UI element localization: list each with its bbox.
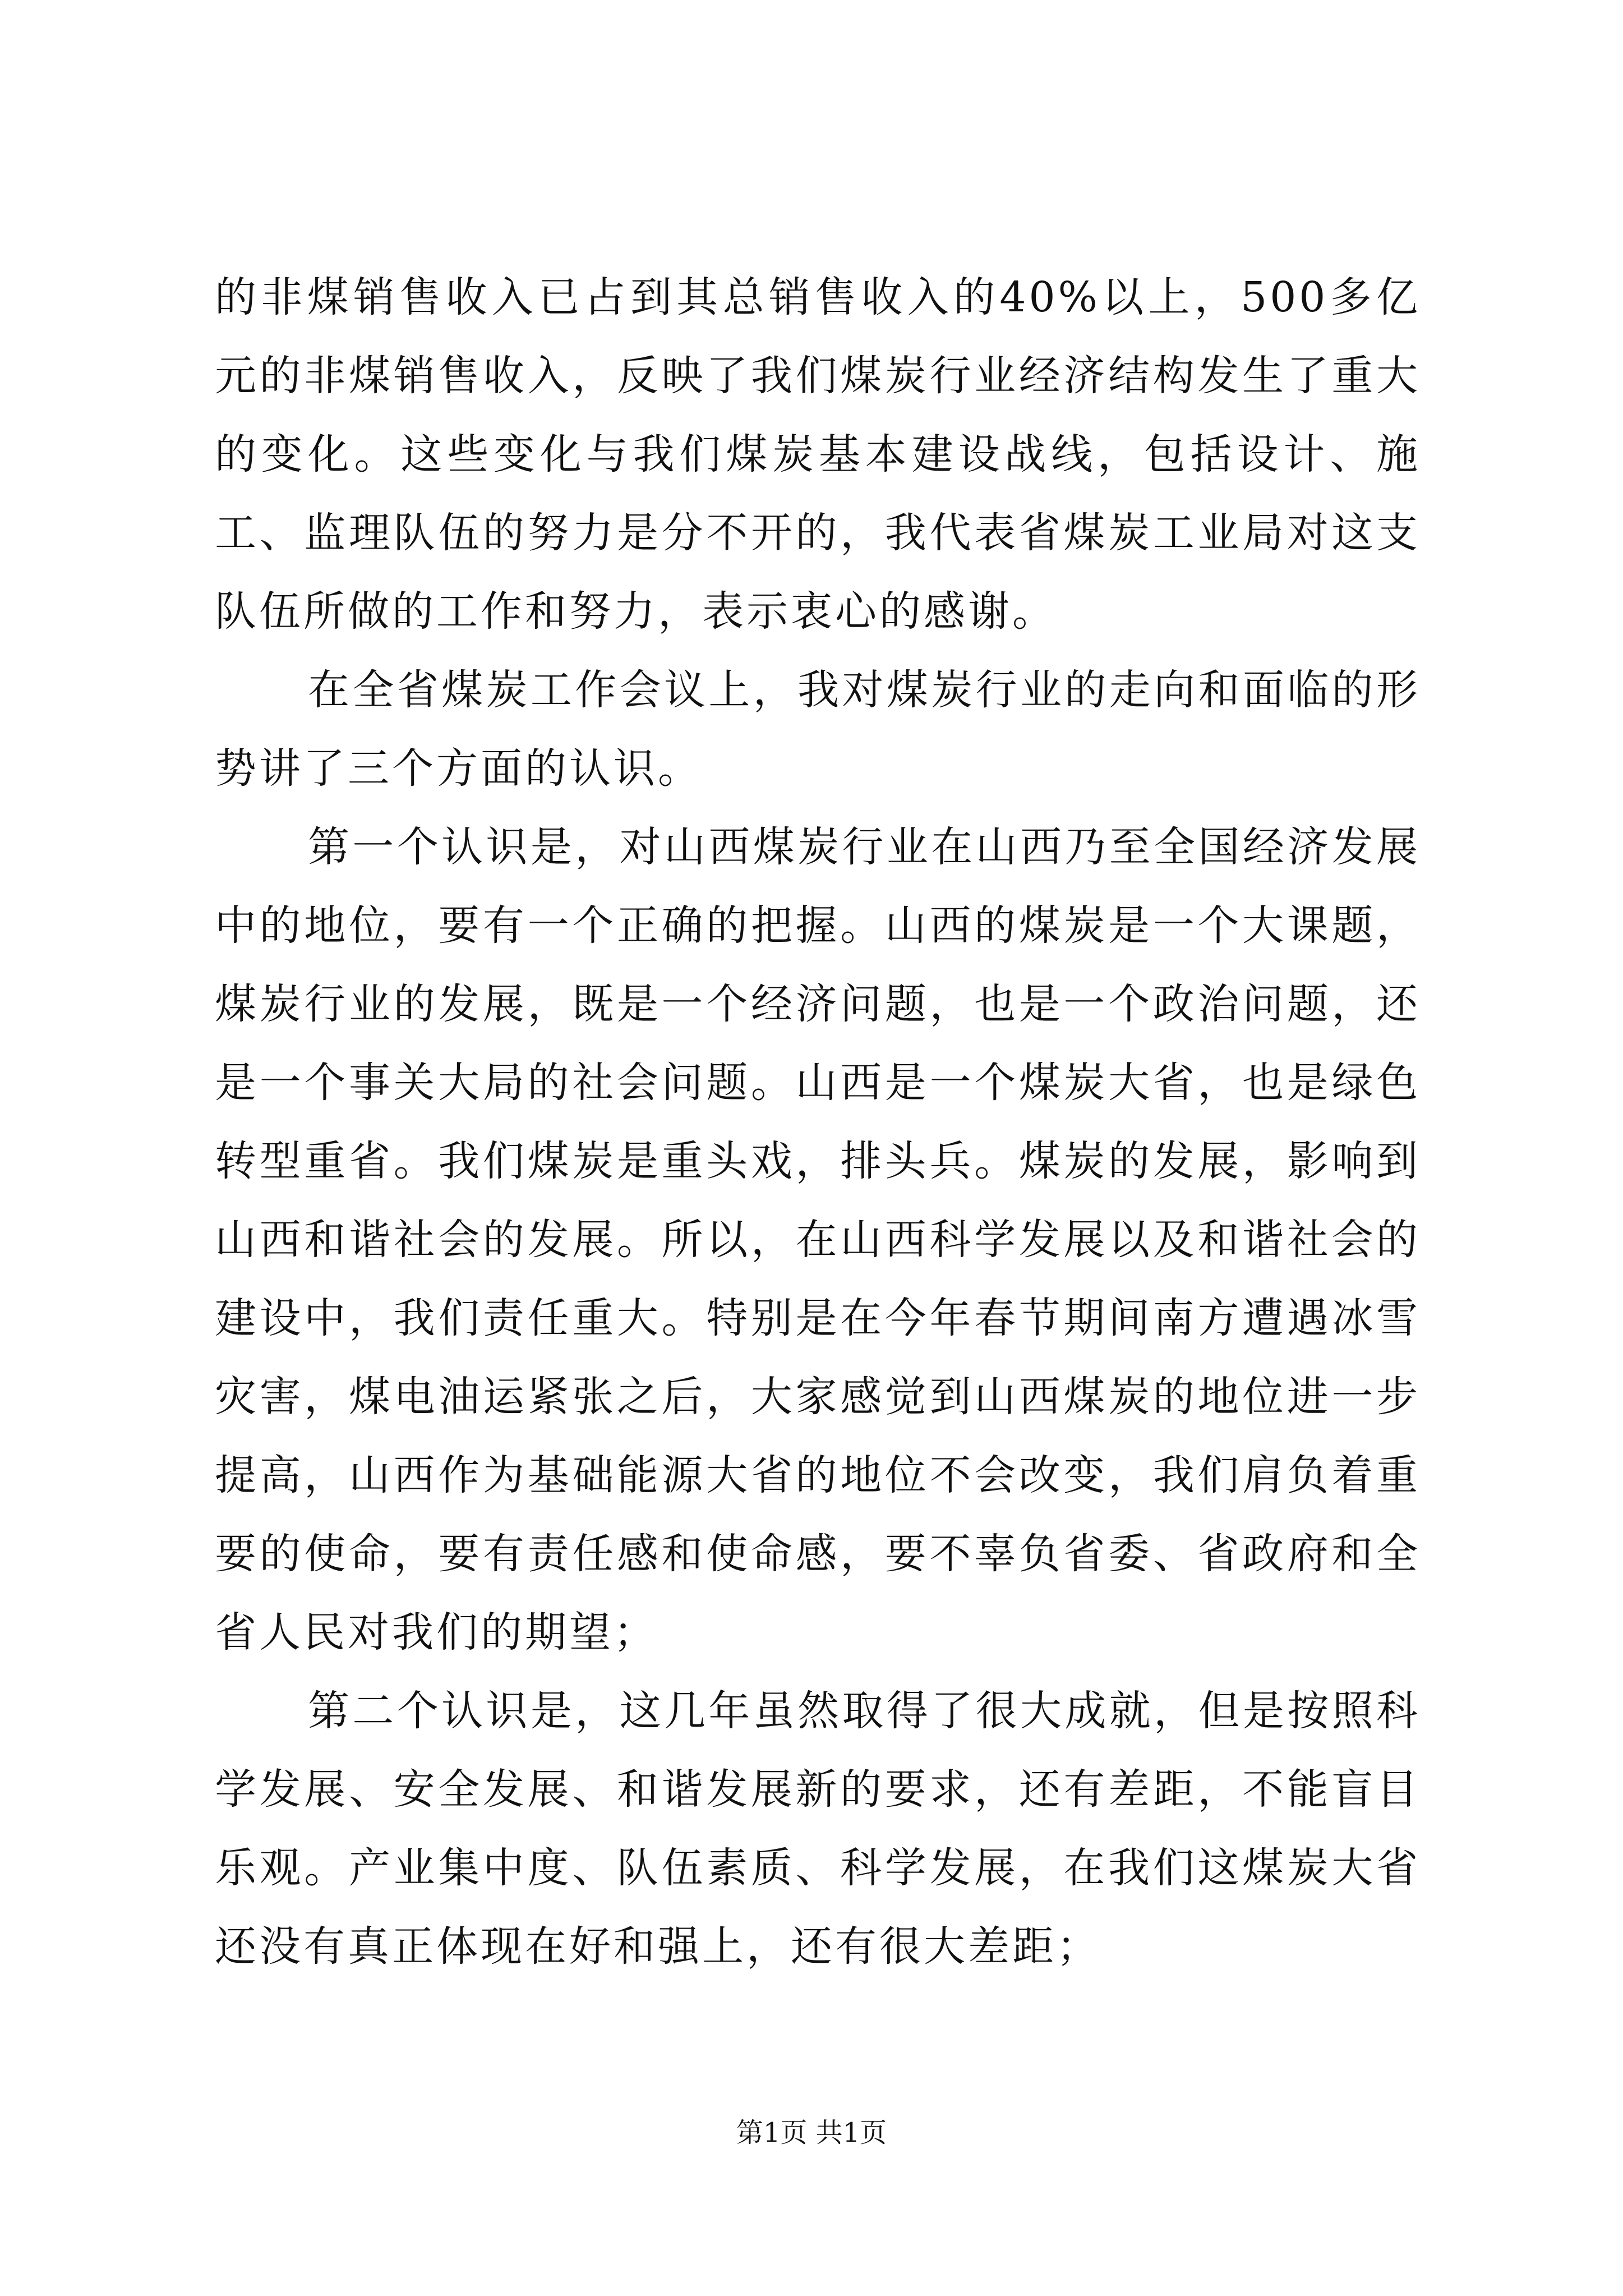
paragraph-1: 的非煤销售收入已占到其总销售收入的40%以上，500多亿元的非煤销售收入，反映了我们煤炭行业经济结构发生了重大的变化。这些变化与我们煤炭基本建设战线，包括设计、施工、监理队伍的努力是分不开的，我代表省煤炭工业局对这支队伍所做的工作和努力，表示衷心的感谢。: [215, 273, 1421, 636]
paragraph-2: 在全省煤炭工作会议上，我对煤炭行业的走向和面临的形势讲了三个方面的认识。: [215, 666, 1421, 793]
paragraph-4: 第二个认识是，这几年虽然取得了很大成就，但是按照科学发展、安全发展、和谐发展新的要求，还有差距，不能盲目乐观。产业集中度、队伍素质、科学发展，在我们这煤炭大省还没有真正体现在好和强上，还有很大差距；: [215, 1687, 1421, 1971]
document-body: [215, 258, 1421, 1986]
page-footer: [0, 2116, 1623, 2150]
page-number-label: 第1页 共1页: [736, 2117, 887, 2148]
paragraph-3: 第一个认识是，对山西煤炭行业在山西乃至全国经济发展中的地位，要有一个正确的把握。山西的煤炭是一个大课题，煤炭行业的发展，既是一个经济问题，也是一个政治问题，还是一个事关大局的社会问题。山西是一个煤炭大省，也是绿色转型重省。我们煤炭是重头戏，排头兵。煤炭的发展，影响到山西和谐社会的发展。所以，在山西科学发展以及和谐社会的建设中，我们责任重大。特别是在今年春节期间南方遭遇冰雪灾害，煤电油运紧张之后，大家感觉到山西煤炭的地位进一步提高，山西作为基础能源大省的地位不会改变，我们肩负着重要的使命，要有责任感和使命感，要不辜负省委、省政府和全省人民对我们的期望；: [215, 823, 1421, 1657]
